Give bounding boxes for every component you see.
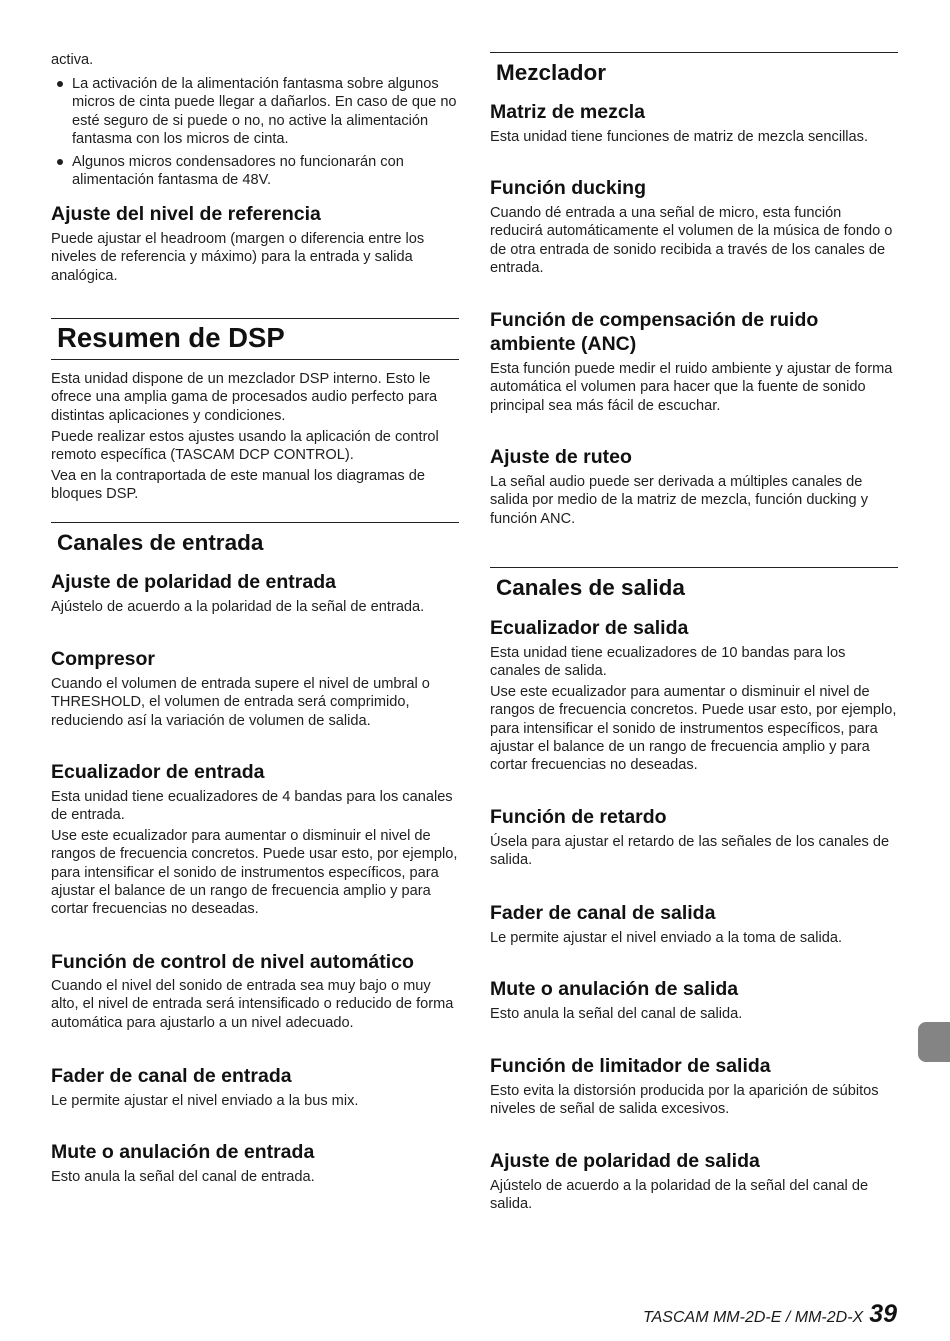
page-footer	[643, 1300, 897, 1330]
section-title: Compresor	[51, 648, 156, 670]
section-title: Función de compensación de ruido ambiente (ANC)	[490, 309, 819, 355]
section-title: Fader de canal de entrada	[51, 1065, 292, 1087]
section-title: Función ducking	[490, 177, 646, 199]
section-body: Ajústelo de acuerdo a la polaridad de la señal del canal de salida.	[490, 1178, 869, 1213]
section-title: Mute o anulación de entrada	[51, 1141, 315, 1163]
section-title: Mute o anulación de salida	[490, 978, 739, 1000]
section-body: Esto anula la señal del canal de salida.	[490, 1006, 743, 1022]
section-body: Vea en la contraportada de este manual los diagramas de bloques DSP.	[51, 468, 426, 503]
section-body: Puede ajustar el headroom (margen o diferencia entre los niveles de referencia y máximo) para la entrada y salida analógica.	[51, 231, 425, 284]
footer-model-text: TASCAM MM-2D-E / MM-2D-X	[643, 1309, 864, 1326]
bullet-item: La activación de la alimentación fantasma sobre algunos micros de cinta puede llegar a dañarlos. En caso de que no esté seguro de si puede o no, no active la alimentación fantasma con los micros de cinta.	[72, 76, 457, 147]
section-title: Fader de canal de salida	[490, 902, 716, 924]
section-body: Esta unidad tiene funciones de matriz de mezcla sencillas.	[490, 129, 869, 145]
section-title: Matriz de mezcla	[490, 101, 645, 123]
section-title: Ajuste de polaridad de entrada	[51, 571, 336, 593]
section-body: Use este ecualizador para aumentar o disminuir el nivel de rangos de frecuencia concretos. Puede usar esto, por ejemplo, para intensificar el sonido de instrumentos específicos, para ajustar el balance de un rango de frecuencia amplio y para cortar frecuencias no deseadas.	[51, 828, 458, 918]
section-title: Función de limitador de salida	[490, 1055, 771, 1077]
chapter-tab-marker	[918, 1022, 950, 1062]
section-body: Esta unidad dispone de un mezclador DSP interno. Esto le ofrece una amplia gama de procesados audio perfecto para distintas aplicaciones y condiciones.	[51, 371, 438, 424]
section-body: Cuando el volumen de entrada supere el nivel de umbral o THRESHOLD, el volumen de entrada será comprimido, reduciendo así la variación de volumen de salida.	[51, 676, 430, 729]
section-title: Función de retardo	[490, 806, 667, 828]
group-title: Canales de entrada	[51, 522, 459, 556]
section-body: Use este ecualizador para aumentar o disminuir el nivel de rangos de frecuencia concretos. Puede usar esto, por ejemplo, para intensificar el sonido de instrumentos específicos, para ajustar el balance de un rango de frecuencia amplio y para cortar frecuencias no deseadas.	[490, 684, 897, 774]
bullet-item: Algunos micros condensadores no funcionarán con alimentación fantasma de 48V.	[72, 154, 404, 189]
section-title: Ajuste del nivel de referencia	[51, 203, 321, 225]
bullet-icon	[57, 159, 63, 165]
section-title: Función de control de nivel automático	[51, 951, 414, 973]
section-title: Ecualizador de entrada	[51, 761, 265, 783]
section-body: Cuando el nivel del sonido de entrada sea muy bajo o muy alto, el nivel de entrada será intensificado o reducido de forma automática para ajustarlo a un nivel adecuado.	[51, 978, 454, 1031]
section-body: Cuando dé entrada a una señal de micro, esta función reducirá automáticamente el volumen de la música de fondo o de otra entrada de sonido recibida a través de los canales de entrada.	[490, 205, 893, 276]
chapter-title: Resumen de DSP	[51, 318, 459, 360]
section-title: Ecualizador de salida	[490, 617, 689, 639]
intro-continuation: activa.	[51, 52, 94, 68]
section-title: Ajuste de polaridad de salida	[490, 1150, 760, 1172]
group-title: Mezclador	[490, 52, 898, 86]
section-body: Puede realizar estos ajustes usando la aplicación de control remoto específica (TASCAM DCP CONTROL).	[51, 429, 439, 464]
section-body: Esta función puede medir el ruido ambiente y ajustar de forma automática el volumen para hacer que la fuente de sonido principal sea más fácil de escuchar.	[490, 361, 893, 414]
section-body: Úsela para ajustar el retardo de las señales de los canales de salida.	[490, 834, 890, 869]
section-body: Esta unidad tiene ecualizadores de 10 bandas para los canales de salida.	[490, 645, 846, 680]
section-body: Le permite ajustar el nivel enviado a la bus mix.	[51, 1093, 359, 1109]
group-title: Canales de salida	[490, 567, 898, 601]
page-number: 39	[869, 1300, 897, 1328]
section-body: Esta unidad tiene ecualizadores de 4 bandas para los canales de entrada.	[51, 789, 453, 824]
section-body: Esto evita la distorsión producida por la aparición de súbitos niveles de señal de salida excesivos.	[490, 1083, 879, 1118]
bullet-icon	[57, 81, 63, 87]
section-body: Esto anula la señal del canal de entrada.	[51, 1169, 315, 1185]
section-body: La señal audio puede ser derivada a múltiples canales de salida por medio de la matriz de mezcla, función ducking y función ANC.	[490, 474, 869, 527]
section-body: Ajústelo de acuerdo a la polaridad de la señal de entrada.	[51, 599, 425, 615]
section-body: Le permite ajustar el nivel enviado a la toma de salida.	[490, 930, 843, 946]
section-title: Ajuste de ruteo	[490, 446, 632, 468]
